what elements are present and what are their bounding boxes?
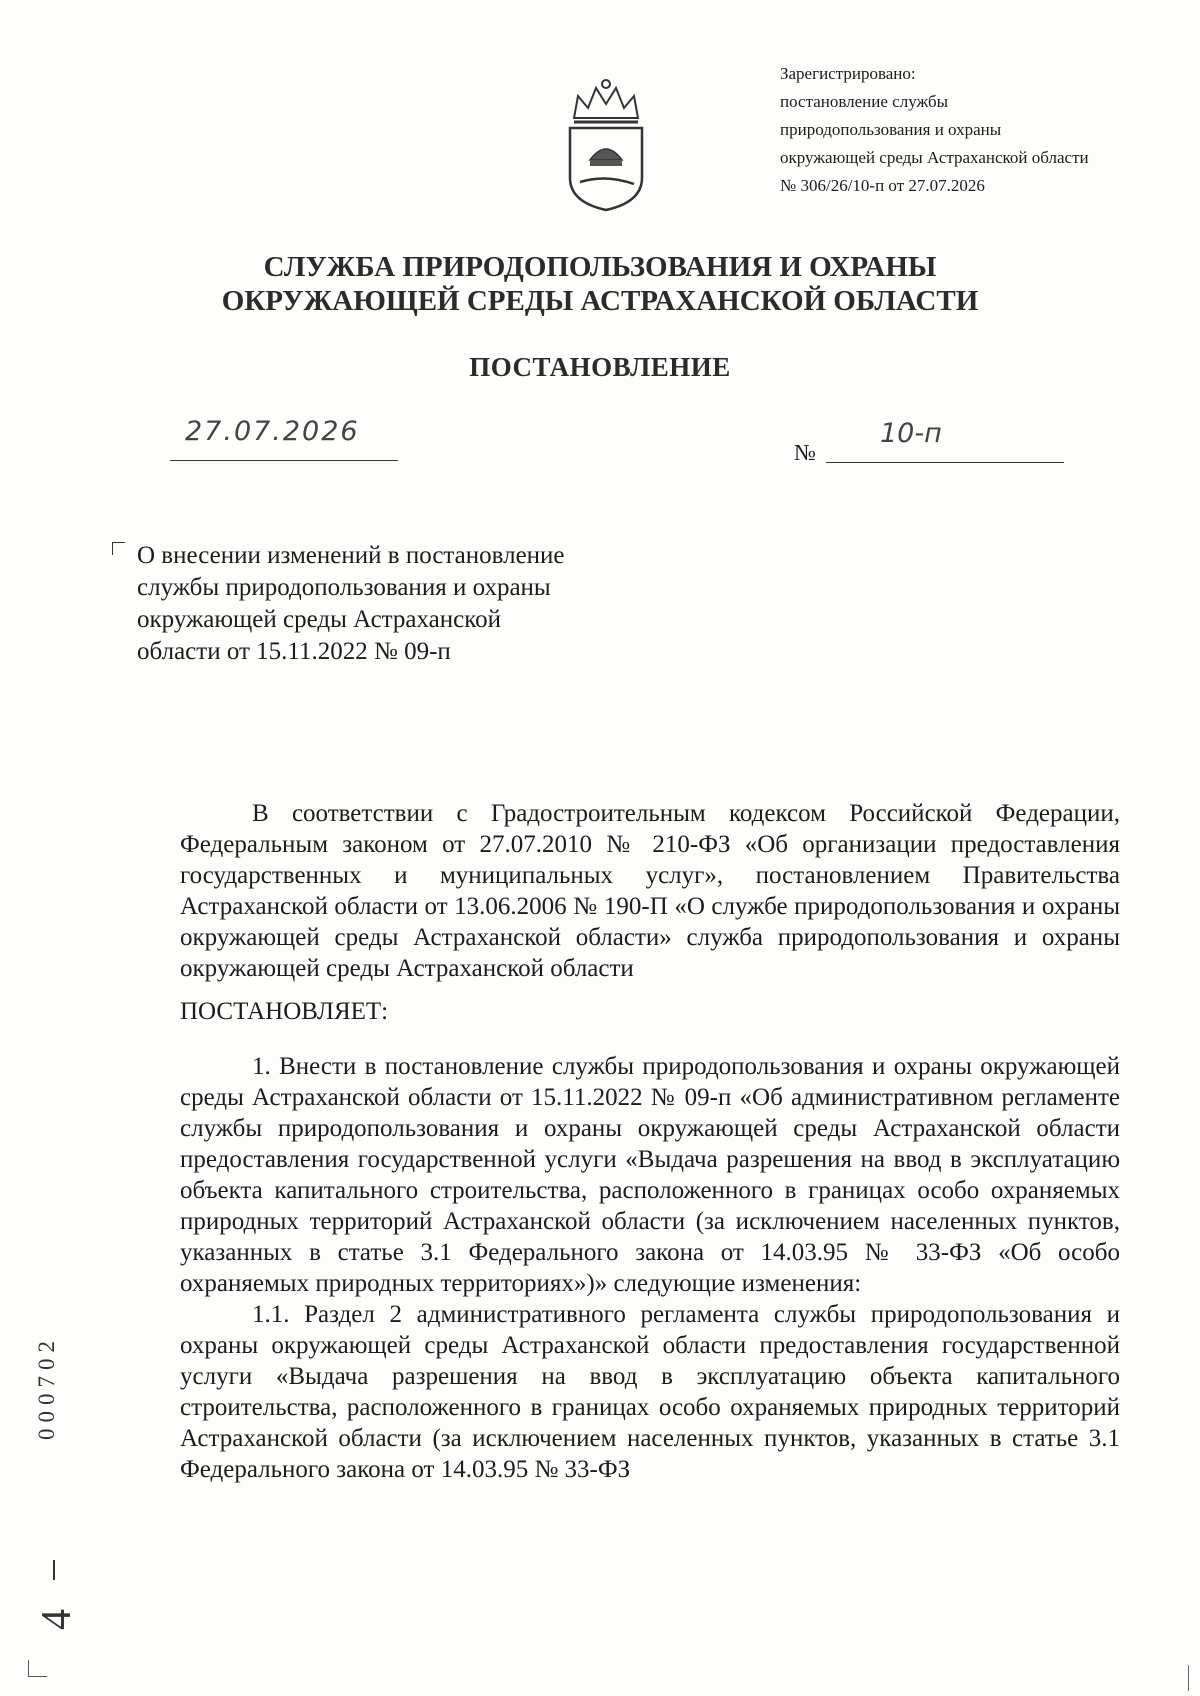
registration-line: природопользования и охраны <box>780 120 1002 139</box>
registration-line: постановление службы <box>780 92 949 111</box>
number-label: № <box>794 440 816 465</box>
document-subject <box>137 540 657 668</box>
preamble-paragraph: В соответствии с Градостроительным кодексом Российской Федерации, Федеральным законом от 27.07.2010 № 210-ФЗ «Об организации предоставления государственных и муниципальных услуг», постановлением Правительства Астраханской области от 13.06.2006 № 190-П «О службе природопользования и охраны окружающей среды Астраханской области» служба природопользования и охраны окружающей среды Астраханской области <box>180 800 1120 982</box>
subject-corner-mark <box>112 542 125 555</box>
date-underline <box>170 460 398 461</box>
resolves-heading: ПОСТАНОВЛЯЕТ: <box>180 998 389 1025</box>
side-serial-graphic <box>20 1330 80 1630</box>
document-type: ПОСТАНОВЛЕНИЕ <box>469 352 731 382</box>
right-edge-mark <box>1188 1665 1189 1691</box>
handwritten-number: 10-п <box>880 418 942 449</box>
subject-line: О внесении изменений в постановление <box>137 542 565 569</box>
item-1-paragraph: 1. Внести в постановление службы природопользования и охраны окружающей среды Астраханской области от 15.11.2022 № 09-п «Об административном регламенте службы природопользования и охраны окружающей среды Астраханской области предоставления государственной услуги «Выдача разрешения на ввод в эксплуатацию объекта капитального строительства, расположенного в границах особо охраняемых природных территорий Астраханской области (за исключением населенных пунктов, указанных в статье 3.1 Федерального закона от 14.03.95 № 33-ФЗ «Об особо охраняемых природных территориях»)» следующие изменения: <box>180 1053 1120 1297</box>
handwritten-date: 27.07.2026 <box>185 416 360 447</box>
subject-line: службы природопользования и охраны <box>137 574 551 601</box>
registration-line: окружающей среды Астраханской области <box>780 148 1089 167</box>
organization-title <box>0 250 1200 318</box>
document-body <box>180 798 1120 1485</box>
subject-line: окружающей среды Астраханской <box>137 606 501 633</box>
side-serial-stamp <box>20 1330 80 1630</box>
registration-line: № 306/26/10-п от 27.07.2026 <box>780 176 985 195</box>
organization-title-line: СЛУЖБА ПРИРОДОПОЛЬЗОВАНИЯ И ОХРАНЫ <box>263 251 937 283</box>
organization-title-line: ОКРУЖАЮЩЕЙ СРЕДЫ АСТРАХАНСКОЙ ОБЛАСТИ <box>221 285 979 317</box>
subject-line: области от 15.11.2022 № 09-п <box>137 638 451 665</box>
side-serial-number: 000702 <box>34 1335 59 1440</box>
side-serial-prefix: 4 <box>34 1609 80 1630</box>
registration-line: Зарегистрировано: <box>780 64 916 83</box>
bottom-corner-mark <box>28 1660 47 1677</box>
registration-note <box>780 60 1089 200</box>
astrakhan-coat-of-arms-icon <box>564 78 648 214</box>
number-underline <box>826 462 1064 463</box>
item-1-1-paragraph: 1.1. Раздел 2 административного регламента службы природопользования и охраны окружающей среды Астраханской области предоставления государственной услуги «Выдача разрешения на ввод в эксплуатацию объекта капитального строительства, расположенного в границах особо охраняемых природных территорий Астраханской области (за исключением населенных пунктов, указанных в статье 3.1 Федерального закона от 14.03.95 № 33-ФЗ <box>180 1301 1120 1483</box>
